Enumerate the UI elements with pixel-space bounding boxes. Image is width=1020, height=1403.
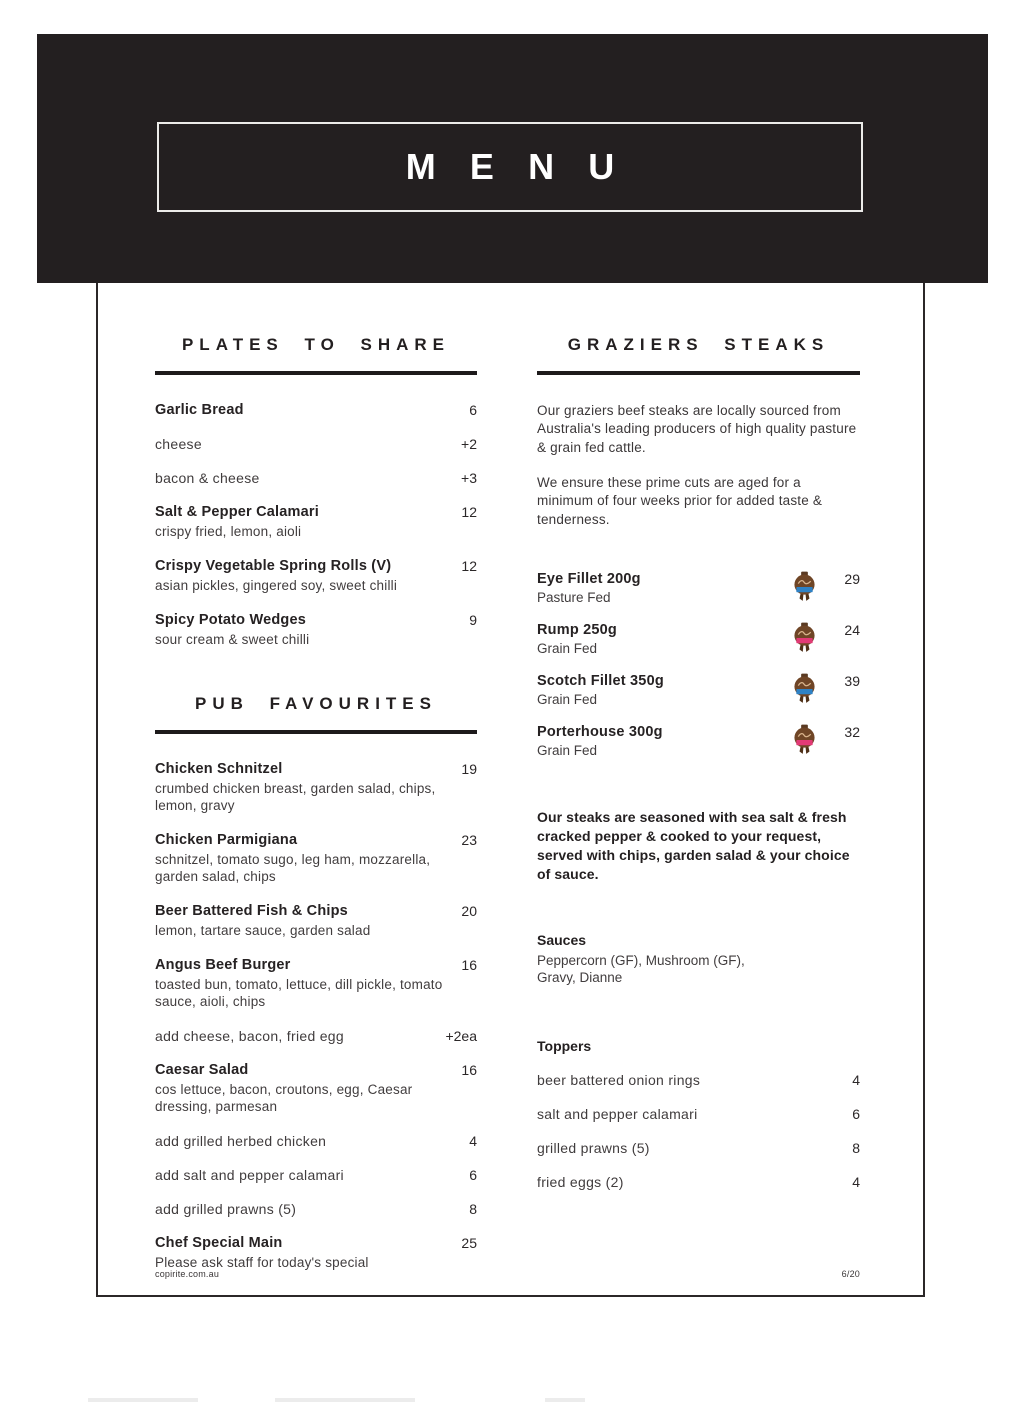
menu-item <box>155 903 477 939</box>
item-price: 6 <box>469 1167 477 1183</box>
item-description: cos lettuce, bacon, croutons, egg, Caesar dressing, parmesan <box>155 1082 413 1114</box>
item-name: Caesar Salad <box>155 1062 249 1078</box>
item-price: 25 <box>461 1235 477 1251</box>
item-name: Rump 250g <box>537 622 617 639</box>
item-price: 4 <box>852 1173 860 1190</box>
menu-item <box>537 1106 860 1122</box>
item-price: 23 <box>461 832 477 848</box>
menu-item <box>155 1062 477 1115</box>
item-feed-type: Grain Fed <box>537 743 598 759</box>
sauces-title: Sauces <box>537 931 587 948</box>
footer-page-number: 6/20 <box>841 1269 860 1279</box>
item-name: cheese <box>155 436 202 452</box>
sauces-list-line: Gravy, Dianne <box>537 969 623 985</box>
item-name: Garlic Bread <box>155 402 244 418</box>
item-price: +2ea <box>445 1028 477 1044</box>
item-feed-type: Grain Fed <box>537 692 598 708</box>
next-page-edge <box>275 1398 415 1402</box>
sauces-list-line: Peppercorn (GF), Mushroom (GF), <box>537 952 745 968</box>
section-rule <box>537 371 860 375</box>
item-name: add salt and pepper calamari <box>155 1167 344 1183</box>
menu-item <box>155 1133 477 1149</box>
steak-item <box>537 571 860 605</box>
item-name: add grilled prawns (5) <box>155 1201 297 1217</box>
graziers-brand-badge-icon <box>793 673 816 704</box>
item-name: Scotch Fillet 350g <box>537 673 664 690</box>
menu-item <box>537 1140 860 1156</box>
item-description: Please ask staff for today's special <box>155 1255 369 1270</box>
menu-item <box>537 1072 860 1088</box>
steaks-seasoning-note: Our steaks are seasoned with sea salt & fresh cracked pepper & cooked to your request, served with chips, garden salad & your choice of sauce. <box>537 809 850 882</box>
graziers-brand-badge-icon <box>793 622 816 653</box>
left-column <box>155 335 477 1289</box>
item-name: bacon & cheese <box>155 470 260 486</box>
item-name: Crispy Vegetable Spring Rolls (V) <box>155 558 392 574</box>
item-name: Beer Battered Fish & Chips <box>155 903 348 919</box>
item-price: 8 <box>852 1139 860 1156</box>
item-price: 6 <box>469 402 477 418</box>
steak-item <box>537 673 860 707</box>
menu-item <box>155 436 477 452</box>
item-price: +3 <box>461 470 477 486</box>
section-title-pub-favourites: PUB FAVOURITES <box>195 694 437 713</box>
menu-item <box>155 1201 477 1217</box>
item-description: asian pickles, gingered soy, sweet chilli <box>155 578 398 593</box>
item-description: lemon, tartare sauce, garden salad <box>155 923 371 938</box>
menu-item <box>155 470 477 486</box>
item-price: 4 <box>852 1071 860 1088</box>
item-price: +2 <box>461 436 477 452</box>
menu-item <box>155 1028 477 1044</box>
item-name: Angus Beef Burger <box>155 957 291 973</box>
item-name: Chicken Parmigiana <box>155 832 298 848</box>
menu-item <box>155 612 477 648</box>
item-name: Salt & Pepper Calamari <box>155 504 319 520</box>
next-page-edge <box>88 1398 198 1402</box>
toppers-block <box>537 1038 860 1190</box>
item-name: Chicken Schnitzel <box>155 761 283 777</box>
steak-list <box>537 571 860 758</box>
item-price: 12 <box>461 558 477 574</box>
footer-website: copirite.com.au <box>155 1269 220 1279</box>
page-footer <box>155 1269 860 1279</box>
item-description: sour cream & sweet chilli <box>155 632 310 647</box>
right-column <box>537 335 860 1208</box>
graziers-brand-badge-icon <box>793 571 816 602</box>
item-price: 4 <box>469 1133 477 1149</box>
item-price: 6 <box>852 1105 860 1122</box>
section-rule <box>155 371 477 375</box>
item-price: 39 <box>844 673 860 690</box>
steak-item <box>537 622 860 656</box>
item-price: 9 <box>469 612 477 628</box>
item-price: 32 <box>844 724 860 741</box>
section-rule <box>155 730 477 734</box>
next-page-edge <box>545 1398 585 1402</box>
item-name: beer battered onion rings <box>537 1071 701 1088</box>
item-feed-type: Pasture Fed <box>537 590 611 606</box>
item-description: schnitzel, tomato sugo, leg ham, mozzarella, garden salad, chips <box>155 852 431 884</box>
menu-item <box>155 402 477 418</box>
item-price: 19 <box>461 761 477 777</box>
item-price: 12 <box>461 504 477 520</box>
page-title: MENU <box>405 146 649 187</box>
menu-item <box>155 558 477 594</box>
item-name: salt and pepper calamari <box>537 1105 698 1122</box>
menu-page <box>96 283 925 1297</box>
menu-item <box>155 957 477 1010</box>
menu-header-band <box>37 34 988 283</box>
section-title-graziers-steaks: GRAZIERS STEAKS <box>567 335 830 354</box>
item-name: add cheese, bacon, fried egg <box>155 1028 344 1044</box>
item-price: 29 <box>844 571 860 588</box>
item-description: toasted bun, tomato, lettuce, dill pickle, tomato sauce, aioli, chips <box>155 977 443 1009</box>
steaks-aging-paragraph: We ensure these prime cuts are aged for a minimum of four weeks prior for added taste & tenderness. <box>537 475 823 527</box>
item-price: 8 <box>469 1201 477 1217</box>
item-price: 20 <box>461 903 477 919</box>
menu-item <box>155 761 477 814</box>
item-name: Chef Special Main <box>155 1235 283 1251</box>
menu-item <box>155 1235 477 1271</box>
menu-item <box>537 1174 860 1190</box>
item-price: 16 <box>461 957 477 973</box>
menu-title-frame <box>157 122 863 212</box>
item-name: Porterhouse 300g <box>537 724 663 741</box>
item-feed-type: Grain Fed <box>537 641 598 657</box>
menu-item <box>155 1167 477 1183</box>
item-name: add grilled herbed chicken <box>155 1133 327 1149</box>
steak-item <box>537 724 860 758</box>
item-name: Eye Fillet 200g <box>537 571 641 588</box>
toppers-title: Toppers <box>537 1037 592 1054</box>
graziers-brand-badge-icon <box>793 724 816 755</box>
item-description: crumbed chicken breast, garden salad, chips, lemon, gravy <box>155 781 436 813</box>
item-price: 16 <box>461 1062 477 1078</box>
item-name: Spicy Potato Wedges <box>155 612 306 628</box>
item-name: grilled prawns (5) <box>537 1139 650 1156</box>
menu-item <box>155 832 477 885</box>
menu-item <box>155 504 477 540</box>
item-description: crispy fried, lemon, aioli <box>155 524 302 539</box>
steaks-intro-paragraph: Our graziers beef steaks are locally sourced from Australia's leading producers of high quality pasture & grain fed cattle. <box>537 403 857 455</box>
sauces-block <box>537 932 860 986</box>
section-title-plates: PLATES TO SHARE <box>181 335 451 354</box>
item-name: fried eggs (2) <box>537 1173 624 1190</box>
item-price: 24 <box>844 622 860 639</box>
